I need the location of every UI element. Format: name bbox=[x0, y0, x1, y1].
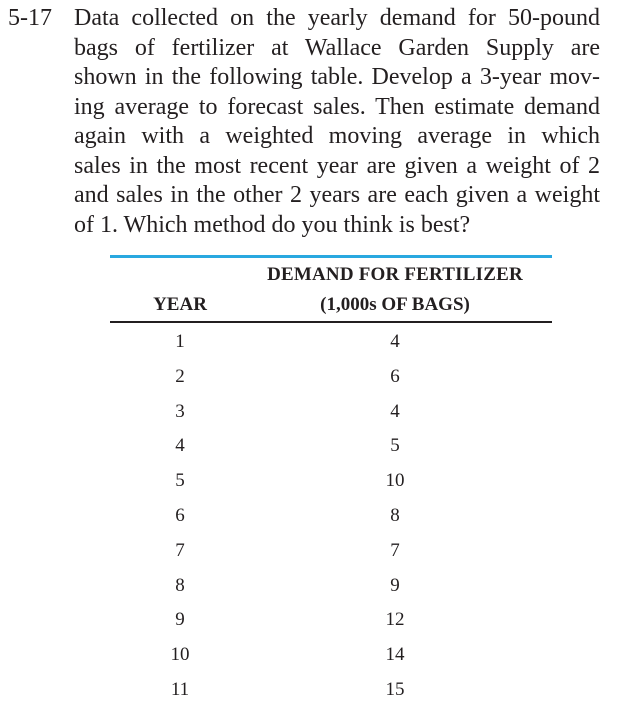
year-cell: 6 bbox=[175, 504, 185, 526]
table-top-rule bbox=[110, 255, 552, 258]
year-cell: 8 bbox=[175, 574, 185, 596]
table-row bbox=[110, 641, 552, 676]
problem-text-line: ing average to forecast sales. Then estimate demand bbox=[74, 93, 600, 120]
demand-cell: 15 bbox=[385, 678, 405, 700]
year-cell: 9 bbox=[175, 609, 185, 631]
year-cell: 10 bbox=[170, 644, 190, 666]
table-header-rule bbox=[110, 321, 552, 323]
header-demand-line2: (1,000s OF BAGS) bbox=[320, 294, 470, 315]
table-body bbox=[110, 328, 552, 711]
demand-cell: 6 bbox=[390, 365, 400, 387]
year-cell: 5 bbox=[175, 470, 185, 492]
demand-cell: 8 bbox=[390, 504, 400, 526]
problem-text bbox=[74, 4, 600, 240]
year-cell: 2 bbox=[175, 365, 185, 387]
demand-cell: 4 bbox=[390, 400, 400, 422]
table-row bbox=[110, 606, 552, 641]
table-row bbox=[110, 398, 552, 433]
table-row bbox=[110, 363, 552, 398]
demand-cell: 14 bbox=[385, 644, 405, 666]
year-cell: 1 bbox=[175, 331, 185, 352]
table-row bbox=[110, 328, 552, 363]
demand-cell: 9 bbox=[390, 574, 400, 596]
problem-text-line: of 1. Which method do you think is best? bbox=[74, 211, 471, 238]
problem-text-line: Data collected on the yearly demand for 50-pound bbox=[74, 5, 600, 31]
header-year: YEAR bbox=[153, 294, 207, 315]
table-row bbox=[110, 676, 552, 711]
demand-cell: 4 bbox=[390, 331, 400, 352]
table-row bbox=[110, 502, 552, 537]
table-row bbox=[110, 572, 552, 607]
problem-text-line: bags of fertilizer at Wallace Garden Supply are bbox=[74, 34, 600, 61]
table-row bbox=[110, 467, 552, 502]
demand-cell: 7 bbox=[390, 539, 400, 561]
demand-cell: 10 bbox=[385, 470, 405, 492]
table-row bbox=[110, 537, 552, 572]
table-row bbox=[110, 432, 552, 467]
year-cell: 11 bbox=[170, 678, 190, 700]
problem-text-line: again with a weighted moving average in which bbox=[74, 123, 600, 149]
problem-number: 5-17 bbox=[8, 5, 52, 31]
problem-text-line: and sales in the other 2 years are each given a weight bbox=[74, 182, 600, 208]
year-cell: 3 bbox=[175, 400, 185, 422]
problem-text-line: shown in the following table. Develop a 3-year mov- bbox=[74, 64, 600, 90]
demand-cell: 5 bbox=[390, 435, 400, 457]
header-demand-line1: DEMAND FOR FERTILIZER bbox=[267, 264, 523, 285]
problem-text-line: sales in the most recent year are given a weight of 2 bbox=[74, 152, 600, 179]
year-cell: 7 bbox=[175, 539, 185, 561]
demand-cell: 12 bbox=[385, 609, 405, 631]
year-cell: 4 bbox=[175, 435, 185, 457]
